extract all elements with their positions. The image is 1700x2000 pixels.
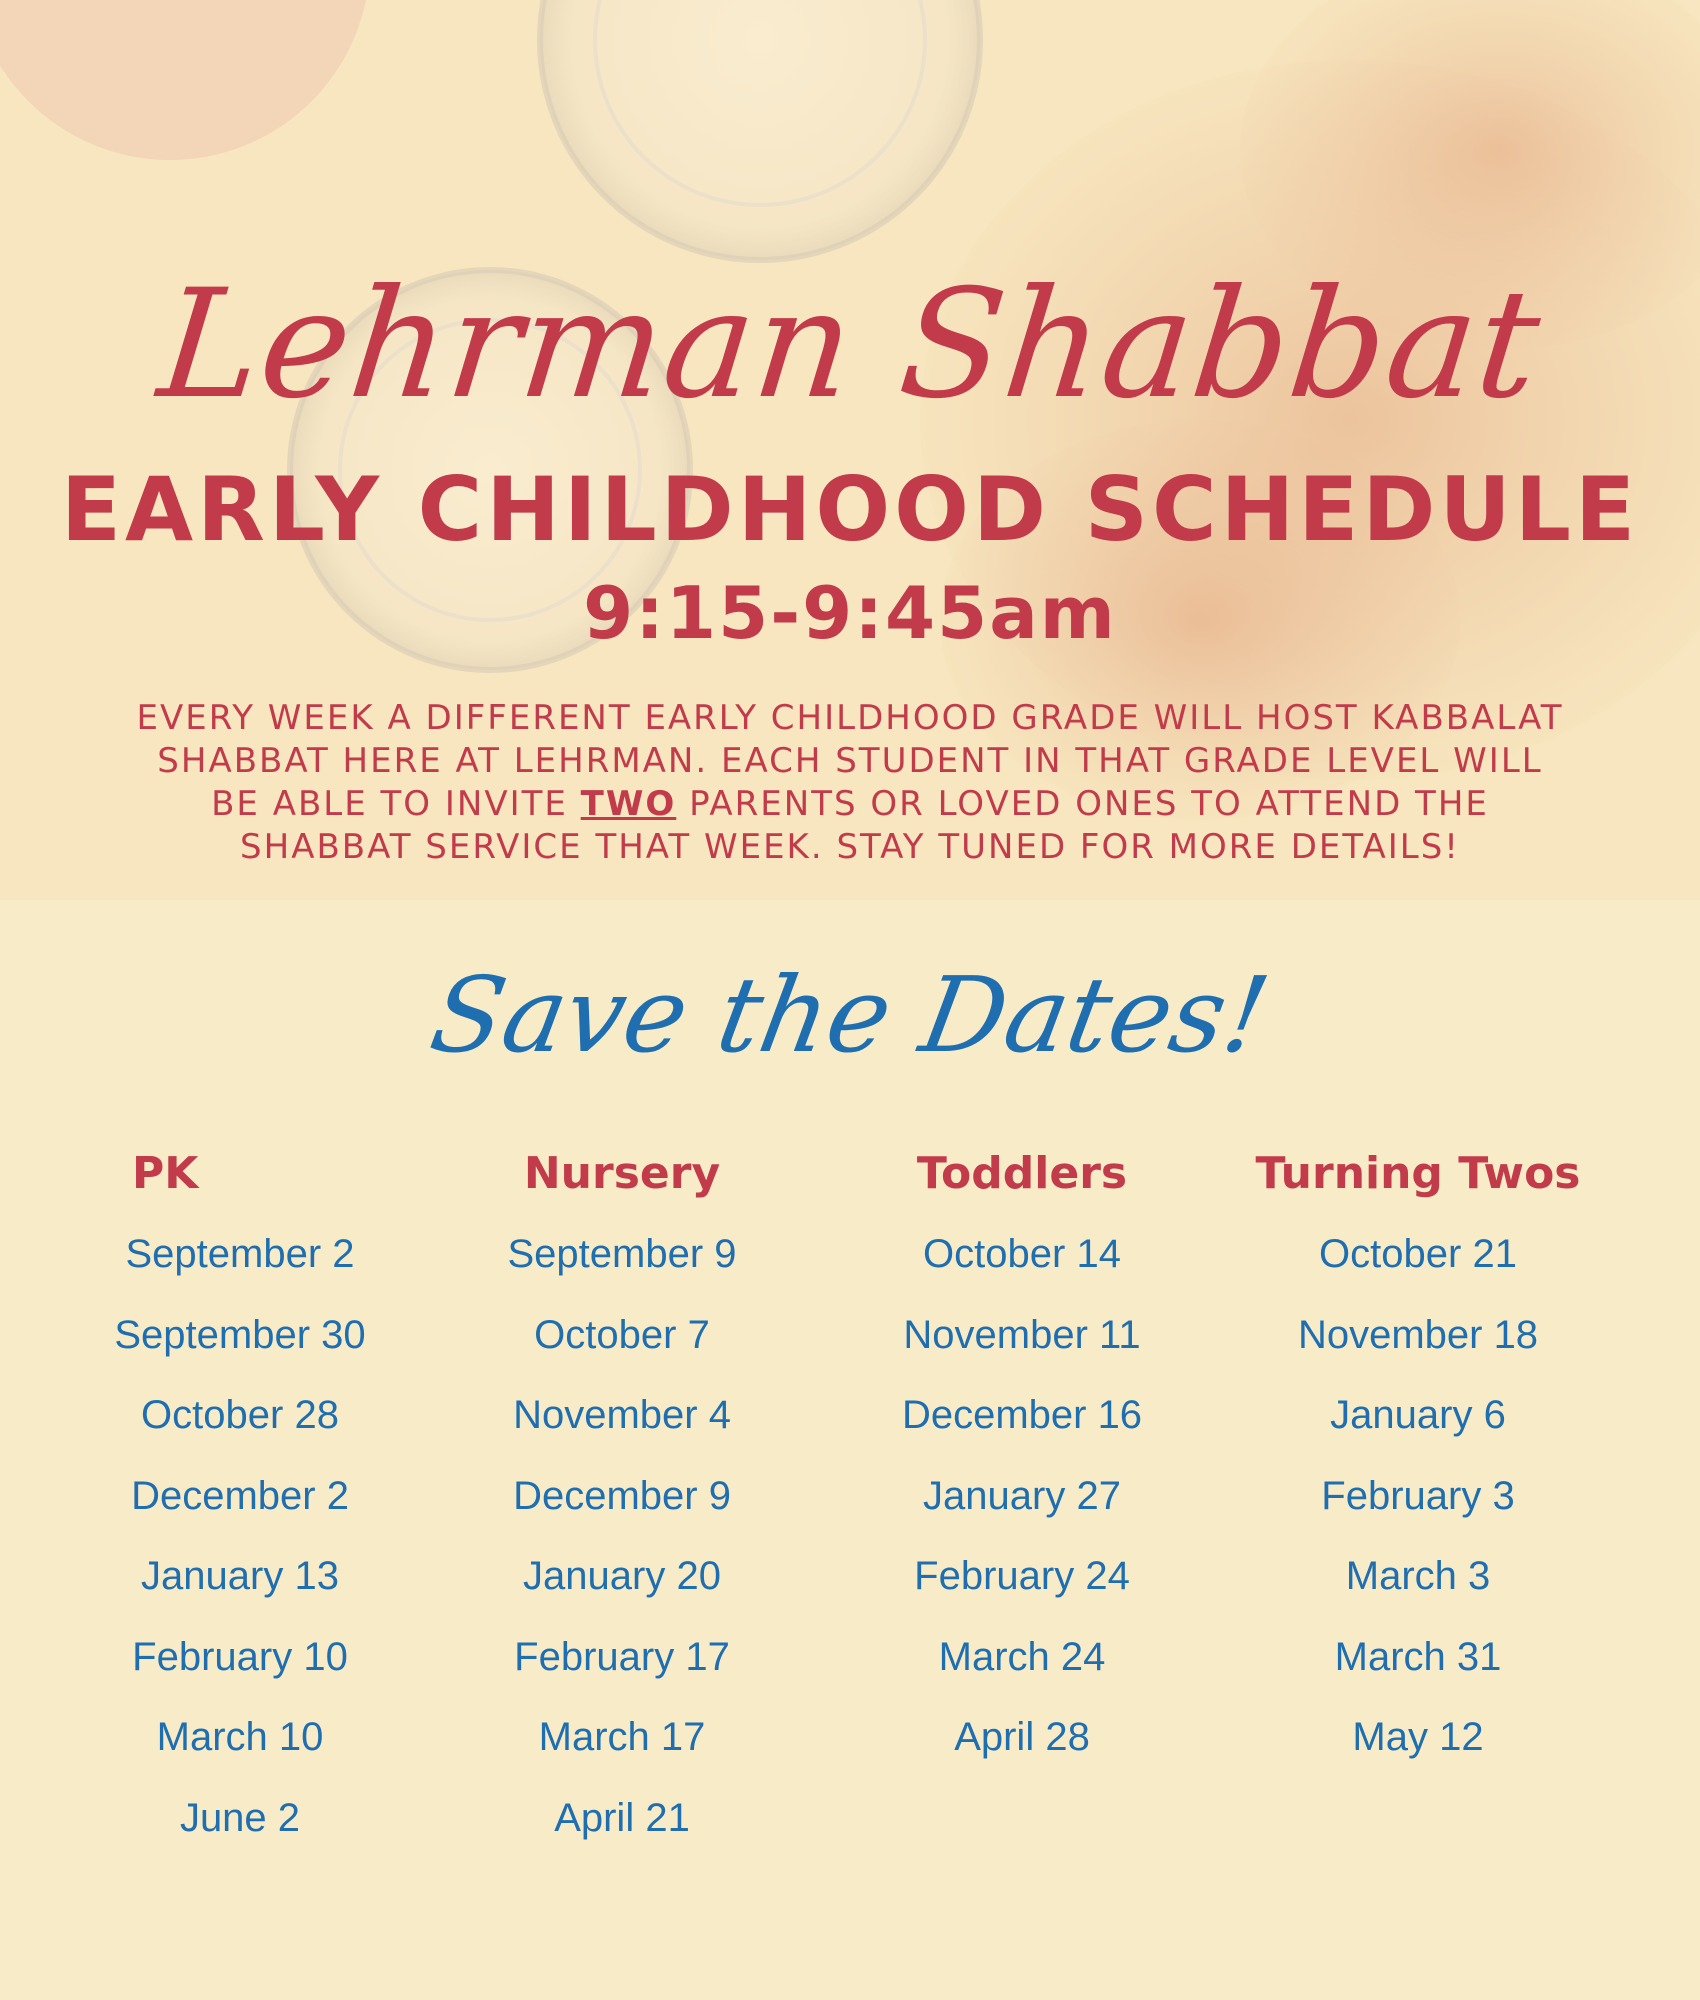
- date-item: November 4: [513, 1393, 731, 1437]
- column-turning-twos: [1218, 1140, 1618, 1778]
- save-the-dates-heading: Save the Dates!: [422, 954, 1278, 1076]
- date-item: November 18: [1297, 1312, 1539, 1357]
- date-item: February 10: [132, 1634, 348, 1679]
- date-item: October 14: [923, 1232, 1121, 1276]
- column-toddlers: [822, 1140, 1222, 1778]
- date-item: February 24: [914, 1554, 1130, 1598]
- date-item: December 16: [901, 1393, 1143, 1437]
- date-item: December 9: [513, 1473, 731, 1518]
- date-item: April 28: [954, 1715, 1090, 1759]
- script-title: Lehrman Shabbat: [151, 258, 1549, 432]
- date-list: [40, 1214, 440, 1858]
- description-part-2: PARENTS OR LOVED ONES TO ATTEND THE SHABBAT SERVICE THAT WEEK. STAY TUNED FOR MORE DETAILS!: [240, 784, 1489, 867]
- date-item: February 17: [514, 1634, 730, 1679]
- date-item: October 28: [141, 1393, 339, 1437]
- column-heading: PK: [132, 1148, 199, 1199]
- column-nursery: [422, 1140, 822, 1858]
- date-item: March 3: [1345, 1554, 1491, 1598]
- date-item: May 12: [1352, 1715, 1484, 1759]
- date-item: December 2: [131, 1473, 349, 1518]
- date-item: March 17: [538, 1715, 706, 1759]
- date-item: September 30: [114, 1312, 366, 1357]
- column-pk: [40, 1140, 440, 1858]
- column-heading: Nursery: [523, 1148, 721, 1199]
- date-item: February 3: [1321, 1473, 1515, 1518]
- date-item: April 21: [554, 1795, 690, 1840]
- date-list: [822, 1214, 1222, 1778]
- date-item: January 6: [1330, 1393, 1506, 1437]
- schedule-heading: EARLY CHILDHOOD SCHEDULE: [60, 458, 1640, 561]
- service-time: 9:15-9:45am: [583, 571, 1117, 655]
- date-item: March 24: [938, 1634, 1106, 1679]
- date-item: September 9: [507, 1232, 737, 1276]
- date-item: June 2: [179, 1795, 301, 1840]
- date-item: October 7: [534, 1312, 710, 1357]
- description-emphasis: TWO: [580, 784, 677, 824]
- column-heading: Toddlers: [916, 1148, 1128, 1199]
- date-list: [1218, 1214, 1618, 1778]
- date-list: [422, 1214, 822, 1858]
- date-item: September 2: [125, 1232, 355, 1276]
- date-item: October 21: [1319, 1232, 1517, 1276]
- date-item: March 31: [1334, 1634, 1502, 1679]
- date-item: March 10: [156, 1715, 324, 1759]
- date-item: November 11: [903, 1312, 1141, 1357]
- date-item: January 27: [923, 1473, 1121, 1518]
- description-text: [130, 697, 1570, 869]
- description-part-1: EVERY WEEK A DIFFERENT EARLY CHILDHOOD GRADE WILL HOST KABBALAT SHABBAT HERE AT LEHRMAN. EACH STUDENT IN THAT GRADE LEVEL WILL BE ABLE TO INVITE: [136, 698, 1564, 824]
- column-heading: Turning Twos: [1255, 1148, 1581, 1199]
- date-item: January 13: [141, 1554, 339, 1598]
- date-item: January 20: [523, 1554, 721, 1598]
